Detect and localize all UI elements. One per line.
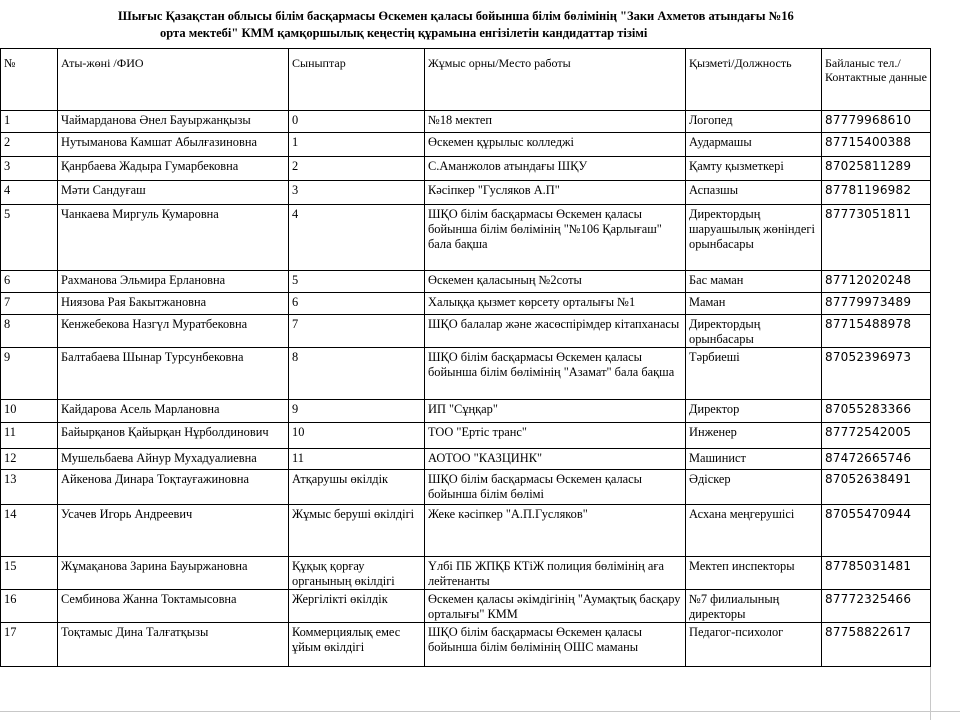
cell-phone[interactable]: 87772542005 <box>822 423 931 449</box>
cell-phone[interactable]: 87472665746 <box>822 449 931 470</box>
cell-num[interactable]: 17 <box>1 623 58 667</box>
cell-name[interactable]: Айкенова Динара Тоқтауғажиновна <box>58 470 289 505</box>
title-line-1: Шығыс Қазақстан облысы білім басқармасы Өскемен қаласы бойынша білім бөлімінің "Заки Ахметов атындағы №16 <box>118 9 794 23</box>
cell-position[interactable]: Инженер <box>686 423 822 449</box>
cell-workplace[interactable]: Жеке кәсіпкер "А.П.Гусляков" <box>425 505 686 557</box>
cell-phone[interactable]: 87025811289 <box>822 157 931 181</box>
cell-workplace[interactable]: Үлбі ПБ ЖПҚБ КТіЖ полиция бөлімінің аға лейтенанты <box>425 557 686 590</box>
cell-num[interactable]: 1 <box>1 111 58 133</box>
cell-position[interactable]: Асхана меңгерушісі <box>686 505 822 557</box>
cell-position[interactable]: Машинист <box>686 449 822 470</box>
cell-num[interactable]: 9 <box>1 348 58 400</box>
cell-workplace[interactable]: Кәсіпкер "Гусляков А.П" <box>425 181 686 205</box>
cell-class[interactable]: 9 <box>289 400 425 423</box>
cell-phone[interactable]: 87758822617 <box>822 623 931 667</box>
cell-position[interactable]: Педагог-психолог <box>686 623 822 667</box>
cell-workplace[interactable]: ШҚО білім басқармасы Өскемен қаласы бойынша білім бөлімінің ОШС маманы <box>425 623 686 667</box>
cell-name[interactable]: Нутыманова Камшат Абылғазиновна <box>58 133 289 157</box>
cell-name[interactable]: Қанрбаева Жадыра Гумарбековна <box>58 157 289 181</box>
header-cell-class[interactable]: Сыныптар <box>289 49 425 111</box>
cell-workplace[interactable]: Халыққа қызмет көрсету орталығы №1 <box>425 293 686 315</box>
cell-num[interactable]: 2 <box>1 133 58 157</box>
cell-class[interactable]: 6 <box>289 293 425 315</box>
cell-position[interactable]: №7 филиалының директоры <box>686 590 822 623</box>
header-cell-num[interactable]: № <box>1 49 58 111</box>
cell-num[interactable]: 7 <box>1 293 58 315</box>
table-row <box>1 590 931 623</box>
cell-phone[interactable]: 87052638491 <box>822 470 931 505</box>
cell-num[interactable]: 6 <box>1 271 58 293</box>
cell-num[interactable]: 14 <box>1 505 58 557</box>
cell-num[interactable]: 12 <box>1 449 58 470</box>
table-row <box>1 623 931 667</box>
cell-num[interactable]: 16 <box>1 590 58 623</box>
table-row <box>1 348 931 400</box>
cell-workplace[interactable]: №18 мектеп <box>425 111 686 133</box>
cell-name[interactable]: Чанкаева Миргуль Кумаровна <box>58 205 289 271</box>
table-row <box>1 449 931 470</box>
table-row <box>1 557 931 590</box>
cell-workplace[interactable]: ШҚО білім басқармасы Өскемен қаласы бойынша білім бөлімінің "№106 Қарлығаш" бала бақша <box>425 205 686 271</box>
cell-position[interactable]: Директордың орынбасары <box>686 315 822 348</box>
cell-class[interactable]: 5 <box>289 271 425 293</box>
cell-class[interactable]: Жұмыс беруші өкілдігі <box>289 505 425 557</box>
cell-phone[interactable]: 87772325466 <box>822 590 931 623</box>
cell-class[interactable]: Жергілікті өкілдік <box>289 590 425 623</box>
header-cell-phone[interactable]: Байланыс тел./Контактные данные <box>822 49 931 111</box>
cell-position[interactable]: Тәрбиеші <box>686 348 822 400</box>
cell-workplace[interactable]: С.Аманжолов атындағы ШҚУ <box>425 157 686 181</box>
cell-phone[interactable]: 87715400388 <box>822 133 931 157</box>
cell-num[interactable]: 13 <box>1 470 58 505</box>
table-row <box>1 271 931 293</box>
table-row <box>1 133 931 157</box>
cell-phone[interactable]: 87715488978 <box>822 315 931 348</box>
cell-workplace[interactable]: Өскемен құрылыс колледжі <box>425 133 686 157</box>
cell-name[interactable]: Сембинова Жанна Токтамысовна <box>58 590 289 623</box>
cell-num[interactable]: 11 <box>1 423 58 449</box>
table-row <box>1 470 931 505</box>
cell-name[interactable]: Балтабаева Шынар Турсунбековна <box>58 348 289 400</box>
cell-position[interactable]: Мектеп инспекторы <box>686 557 822 590</box>
cell-position[interactable]: Аспазшы <box>686 181 822 205</box>
cell-class[interactable]: Атқарушы өкілдік <box>289 470 425 505</box>
table-row <box>1 400 931 423</box>
cell-name[interactable]: Чаймарданова Әнел Бауыржанқызы <box>58 111 289 133</box>
cell-position[interactable]: Әдіскер <box>686 470 822 505</box>
cell-workplace[interactable]: ШҚО балалар және жасөспірімдер кітапханасы <box>425 315 686 348</box>
cell-class[interactable]: 0 <box>289 111 425 133</box>
cell-class[interactable]: 2 <box>289 157 425 181</box>
title-line-2: орта мектебі" КММ қамқоршылық кеңестің құрамына енгізілетін кандидаттар тізімі <box>160 26 648 40</box>
cell-workplace[interactable]: Өскемен қаласының №2соты <box>425 271 686 293</box>
cell-name[interactable]: Кенжебекова Назгүл Муратбековна <box>58 315 289 348</box>
document-title <box>118 8 938 42</box>
cell-phone[interactable]: 87779968610 <box>822 111 931 133</box>
cell-phone[interactable]: 87055283366 <box>822 400 931 423</box>
cell-workplace[interactable]: Өскемен қаласы әкімдігінің "Аумақтық басқару орталығы" КММ <box>425 590 686 623</box>
table-row <box>1 157 931 181</box>
cell-workplace[interactable]: ШҚО білім басқармасы Өскемен қаласы бойынша білім бөлімінің "Азамат" бала бақша <box>425 348 686 400</box>
cell-num[interactable]: 8 <box>1 315 58 348</box>
table-row <box>1 205 931 271</box>
cell-num[interactable]: 4 <box>1 181 58 205</box>
candidates-table <box>0 48 931 667</box>
cell-position[interactable]: Аудармашы <box>686 133 822 157</box>
cell-workplace[interactable]: ТОО "Ертіс транс" <box>425 423 686 449</box>
cell-phone[interactable]: 87773051811 <box>822 205 931 271</box>
cell-workplace[interactable]: АОТОО "КАЗЦИНК" <box>425 449 686 470</box>
grid-line <box>0 711 960 712</box>
cell-num[interactable]: 5 <box>1 205 58 271</box>
table-row <box>1 111 931 133</box>
cell-position[interactable]: Қамту қызметкері <box>686 157 822 181</box>
cell-class[interactable]: 1 <box>289 133 425 157</box>
cell-class[interactable]: 3 <box>289 181 425 205</box>
cell-class[interactable]: 8 <box>289 348 425 400</box>
header-cell-position[interactable]: Қызметі/Должность <box>686 49 822 111</box>
cell-phone[interactable]: 87785031481 <box>822 557 931 590</box>
cell-position[interactable]: Логопед <box>686 111 822 133</box>
cell-name[interactable]: Мушельбаева Айнур Мухадуалиевна <box>58 449 289 470</box>
cell-position[interactable]: Директор <box>686 400 822 423</box>
cell-name[interactable]: Байырқанов Қайырқан Нұрболдинович <box>58 423 289 449</box>
cell-class[interactable]: 7 <box>289 315 425 348</box>
cell-class[interactable]: Коммерциялық емес ұйым өкілдігі <box>289 623 425 667</box>
cell-name[interactable]: Усачев Игорь Андреевич <box>58 505 289 557</box>
table-row <box>1 315 931 348</box>
cell-num[interactable]: 3 <box>1 157 58 181</box>
cell-name[interactable]: Тоқтамыс Дина Талғатқызы <box>58 623 289 667</box>
cell-name[interactable]: Рахманова Эльмира Ерлановна <box>58 271 289 293</box>
cell-phone[interactable]: 87779973489 <box>822 293 931 315</box>
cell-phone[interactable]: 87055470944 <box>822 505 931 557</box>
cell-name[interactable]: Ниязова Рая Бакытжановна <box>58 293 289 315</box>
cell-position[interactable]: Директордың шаруашылық жөніндегі орынбасары <box>686 205 822 271</box>
header-cell-workplace[interactable]: Жұмыс орны/Место работы <box>425 49 686 111</box>
cell-phone[interactable]: 87712020248 <box>822 271 931 293</box>
cell-phone[interactable]: 87052396973 <box>822 348 931 400</box>
cell-class[interactable]: 11 <box>289 449 425 470</box>
header-row <box>1 49 931 111</box>
table-row <box>1 181 931 205</box>
spreadsheet-grid <box>0 48 960 720</box>
table-row <box>1 505 931 557</box>
table-row <box>1 293 931 315</box>
cell-name[interactable]: Жұмақанова Зарина Бауыржановна <box>58 557 289 590</box>
cell-class[interactable]: 10 <box>289 423 425 449</box>
cell-num[interactable]: 15 <box>1 557 58 590</box>
cell-workplace[interactable]: ШҚО білім басқармасы Өскемен қаласы бойынша білім бөлімі <box>425 470 686 505</box>
cell-num[interactable]: 10 <box>1 400 58 423</box>
cell-phone[interactable]: 87781196982 <box>822 181 931 205</box>
header-cell-name[interactable]: Аты-жөні /ФИО <box>58 49 289 111</box>
cell-class[interactable]: Құқық қорғау органының өкілдігі <box>289 557 425 590</box>
cell-workplace[interactable]: ИП "Сұңқар" <box>425 400 686 423</box>
cell-name[interactable]: Мәти Сандуғаш <box>58 181 289 205</box>
cell-name[interactable]: Кайдарова Асель Марлановна <box>58 400 289 423</box>
cell-class[interactable]: 4 <box>289 205 425 271</box>
cell-position[interactable]: Бас маман <box>686 271 822 293</box>
table-row <box>1 423 931 449</box>
cell-position[interactable]: Маман <box>686 293 822 315</box>
